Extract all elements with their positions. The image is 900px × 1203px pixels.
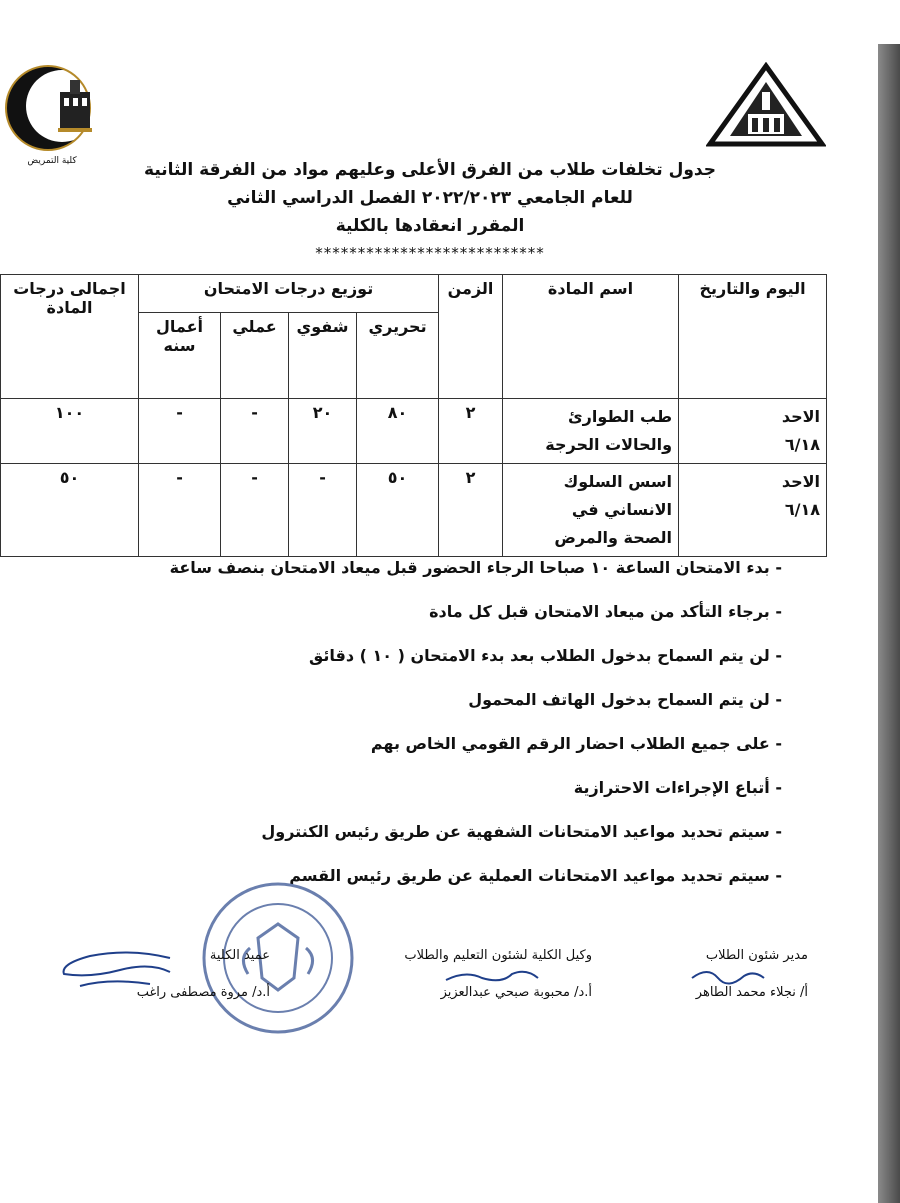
- exam-schedule-table: [0, 274, 827, 557]
- header-year-work: أعمال سنه: [139, 313, 221, 399]
- row-year-work: -: [139, 464, 221, 557]
- row-practical: -: [221, 464, 289, 557]
- signature-vice-dean: [362, 948, 592, 1000]
- handwritten-signature-icon: [442, 964, 542, 986]
- subject-line: الصحة والمرض: [554, 528, 673, 547]
- instruction-item: - بدء الامتحان الساعة ١٠ صباحا الرجاء الحضور قبل ميعاد الامتحان بنصف ساعة: [22, 546, 782, 590]
- row-written: ٥٠: [357, 464, 439, 557]
- row-subject: [503, 399, 679, 464]
- handwritten-signature-icon: [50, 948, 180, 996]
- subject-line: اسس السلوك: [563, 472, 673, 491]
- university-logo: [706, 62, 826, 150]
- row-practical: -: [221, 399, 289, 464]
- row-date: ٦/١٨: [784, 500, 821, 519]
- row-day-date: [679, 399, 827, 464]
- title-line-2: للعام الجامعي ٢٠٢٢/٢٠٢٣ الفصل الدراسي الثاني: [227, 188, 633, 208]
- row-day: الاحد: [781, 407, 821, 426]
- row-oral: -: [289, 464, 357, 557]
- faculty-caption: كلية التمريض: [27, 156, 77, 166]
- signature-role: وكيل الكلية لشئون التعليم والطلاب: [404, 948, 592, 963]
- signature-name: أ.د/ مروة مصطفى راغب: [136, 985, 270, 1000]
- signature-role: مدير شئون الطلاب: [705, 948, 808, 963]
- signature-students-affairs: [608, 948, 808, 1000]
- header-subject: اسم المادة: [503, 275, 679, 399]
- instruction-item: - لن يتم السماح بدخول الهاتف المحمول: [22, 678, 782, 722]
- header-day-date: اليوم والتاريخ: [679, 275, 827, 399]
- header-time: الزمن: [439, 275, 503, 399]
- row-total: ١٠٠: [1, 399, 139, 464]
- crescent-logo-icon: [4, 62, 100, 156]
- instruction-item: - سيتم تحديد مواعيد الامتحانات الشفهية عن طريق رئيس الكنترول: [22, 810, 782, 854]
- stars-divider: ***************************: [315, 244, 545, 262]
- header-practical: عملي: [221, 313, 289, 399]
- row-day-date: [679, 464, 827, 557]
- instruction-item: - برجاء التأكد من ميعاد الامتحان قبل كل مادة: [22, 590, 782, 634]
- handwritten-signature-icon: [688, 964, 768, 986]
- title-line-1: جدول تخلفات طلاب من الفرق الأعلى وعليهم مواد من الفرقة الثانية: [144, 160, 716, 180]
- row-total: ٥٠: [1, 464, 139, 557]
- subject-line: الانساني في: [571, 500, 673, 519]
- table-row: [1, 464, 827, 557]
- subject-line: والحالات الحرجة: [545, 435, 673, 454]
- pyramid-logo-icon: [706, 62, 826, 150]
- row-written: ٨٠: [357, 399, 439, 464]
- instructions-list: [22, 546, 782, 898]
- header-written: تحريري: [357, 313, 439, 399]
- signature-role: عميد الكلية: [209, 948, 270, 963]
- row-day: الاحد: [781, 472, 821, 491]
- row-oral: ٢٠: [289, 399, 357, 464]
- header-distribution: توزيع درجات الامتحان: [139, 275, 439, 313]
- signature-name: أ/ نجلاء محمد الطاهر: [695, 985, 808, 1000]
- table-row: [1, 399, 827, 464]
- subject-line: طب الطوارئ: [567, 407, 673, 426]
- instruction-item: - على جميع الطلاب احضار الرقم القومي الخاص بهم: [22, 722, 782, 766]
- row-time: ٢: [439, 464, 503, 557]
- nursing-faculty-logo: [4, 62, 100, 172]
- page-edge-shadow: [878, 44, 900, 1203]
- signature-dean: [70, 948, 270, 1000]
- signature-name: أ.د/ محبوبة صبحي عبدالعزيز: [440, 985, 592, 1000]
- row-date: ٦/١٨: [784, 435, 821, 454]
- instruction-item: - أتباع الإجراءات الاحترازية: [22, 766, 782, 810]
- header-total: اجمالى درجات المادة: [1, 275, 139, 399]
- title-line-3: المقرر انعقادها بالكلية: [335, 216, 525, 236]
- instruction-item: - لن يتم السماح بدخول الطلاب بعد بدء الامتحان ( ١٠ ) دقائق: [22, 634, 782, 678]
- header-oral: شفوي: [289, 313, 357, 399]
- row-year-work: -: [139, 399, 221, 464]
- instruction-item: - سيتم تحديد مواعيد الامتحانات العملية عن طريق رئيس القسم: [22, 854, 782, 898]
- row-subject: [503, 464, 679, 557]
- row-time: ٢: [439, 399, 503, 464]
